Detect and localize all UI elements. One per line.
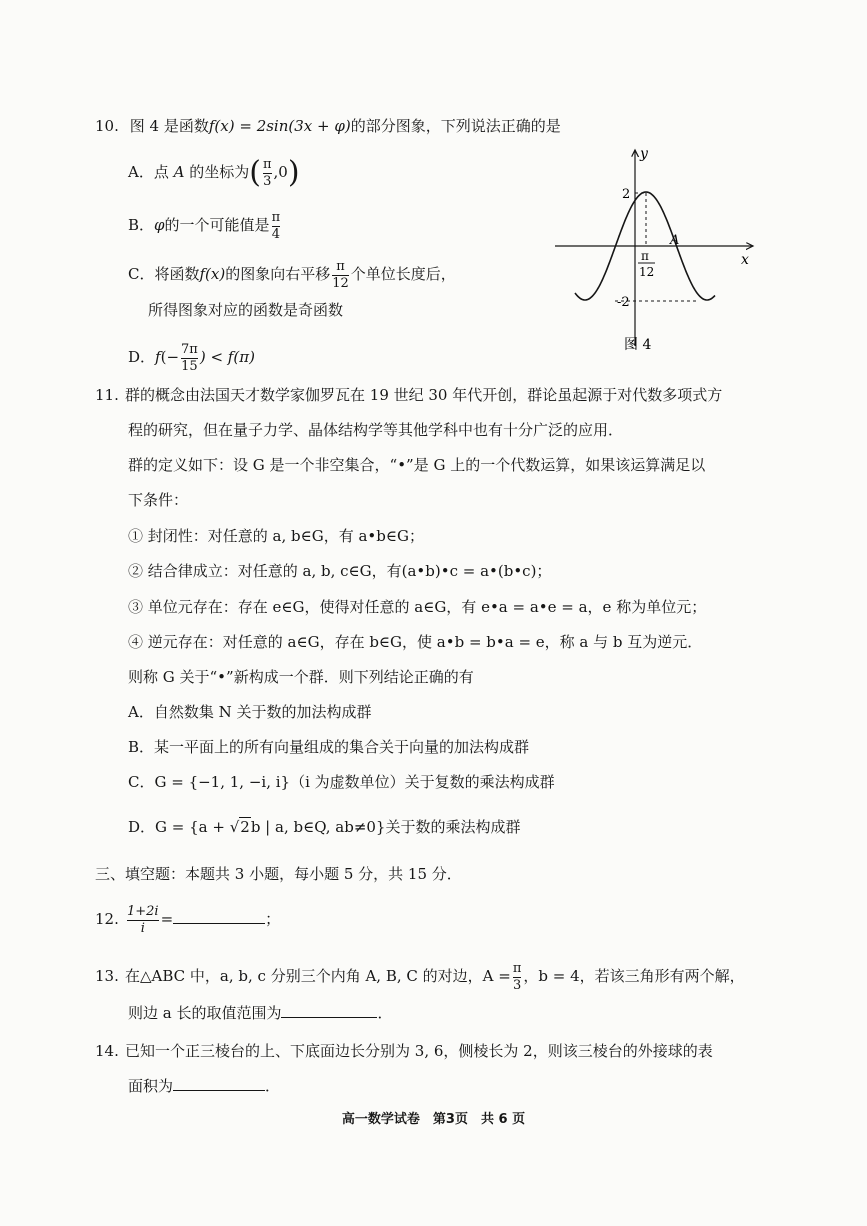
q14-answer-blank[interactable] — [173, 1076, 265, 1091]
q10-option-c-fraction — [332, 260, 349, 290]
fraction-numerator: π — [336, 259, 345, 274]
q11-option-d-text: D．G = {a + — [128, 818, 225, 836]
max-value-label: 2 — [622, 187, 631, 202]
q12-answer-blank[interactable] — [173, 909, 265, 924]
q13-number: 13. — [95, 967, 119, 986]
q11-line2: 程的研究，但在量子力学、晶体结构学等其他学科中也有十分广泛的应用． — [128, 421, 624, 439]
right-paren: ) — [287, 155, 300, 191]
tick-numerator: π — [641, 249, 649, 263]
q10-stem-b: 的部分图象，下列说法正确的是 — [350, 117, 561, 135]
q10-function: f(x) = 2sin(3x + φ) — [208, 117, 351, 135]
q10-option-b-label: B． — [128, 216, 155, 235]
q14-text-2: 面积为 — [128, 1077, 174, 1095]
q11-conclusion: 则称 G 关于“•”新构成一个群．则下列结论正确的有 — [128, 668, 474, 686]
q13-line1 — [95, 962, 745, 992]
q11-condition-1: ① 封闭性：对任意的 a, b∈G，有 a•b∈G； — [128, 527, 424, 545]
y-axis-label: y — [640, 146, 648, 162]
q13-line2 — [128, 1003, 393, 1023]
figure-caption: 图 4 — [624, 337, 652, 351]
q13-text-1: 在△ABC 中，a, b, c 分别三个内角 A, B, C 的对边，A = — [125, 967, 511, 986]
q10-option-a-text2: 的坐标为 — [189, 163, 250, 182]
q10-option-c — [128, 260, 456, 290]
q12-number: 12. — [95, 910, 119, 929]
q14-line1 — [95, 1041, 713, 1061]
q10-option-b-text: 的一个可能值是 — [164, 216, 270, 235]
q10-option-c-text3: 个单位长度后， — [350, 265, 456, 284]
q11-option-d: D．G = {a + √2b | a, b∈Q, ab≠0}关于数的乘法构成群 — [128, 818, 521, 836]
q10-stem-a: 图 4 是函数 — [129, 117, 209, 135]
fraction-numerator: π — [271, 210, 281, 225]
q10-option-d-label: D． — [128, 348, 156, 367]
fraction-denominator: 4 — [271, 226, 280, 242]
q10-option-a-tail: ,0 — [273, 163, 288, 182]
q12-fraction — [127, 905, 159, 935]
q10-option-b — [128, 211, 282, 241]
q10-option-b-fraction — [272, 211, 281, 241]
q10-option-a-text: A．点 — [128, 163, 169, 182]
fraction-denominator: i — [140, 920, 145, 936]
q11-line3: 群的定义如下：设 G 是一个非空集合，“•”是 G 上的一个代数运算，如果该运算满足以 — [128, 456, 706, 474]
q10-option-c-fx: f(x) — [199, 265, 226, 284]
q11-condition-2: ② 结合律成立：对任意的 a, b, c∈G，有(a•b)•c = a•(b•c)； — [128, 562, 552, 580]
q10-option-c-text: C．将函数 — [128, 265, 200, 284]
q10-option-d-f: f — [155, 348, 161, 367]
q11-line1 — [95, 385, 722, 405]
q14-text-1: 已知一个正三棱台的上、下底面边长分别为 3, 6，侧棱长为 2，则该三棱台的外接球的表 — [125, 1042, 713, 1060]
fraction-numerator: 1+2i — [127, 904, 159, 919]
q11-option-c: C．G = {−1, 1, −i, i}（i 为虚数单位）关于复数的乘法构成群 — [128, 773, 555, 791]
q11-option-b: B．某一平面上的所有向量组成的集合关于向量的加法构成群 — [128, 738, 530, 756]
point-a-label: A — [670, 233, 680, 248]
q13-answer-blank[interactable] — [281, 1003, 377, 1018]
fraction-denominator: 15 — [181, 358, 198, 374]
q10-option-a-fraction — [263, 158, 272, 188]
q10-stem — [95, 116, 561, 136]
q11-line4: 下条件： — [128, 491, 189, 509]
section-3-heading: 三、填空题：本题共 3 小题，每小题 5 分，共 15 分． — [95, 865, 462, 883]
q10-option-c-text2: 的图象向右平移 — [225, 265, 331, 284]
x-axis-label: x — [741, 252, 749, 268]
q10-option-d — [128, 343, 255, 373]
q11-condition-3: ③ 单位元存在：存在 e∈G，使得对任意的 a∈G，有 e•a = a•e = a，e 称为单位元； — [128, 598, 707, 616]
figure-4-graph — [555, 146, 780, 351]
q13-end: ． — [377, 1004, 393, 1022]
q13-text-3: 则边 a 长的取值范围为 — [128, 1004, 282, 1022]
fraction-numerator: π — [262, 157, 272, 172]
q14-number: 14. — [95, 1042, 119, 1060]
q10-option-a — [128, 155, 300, 191]
q12-equals: = — [160, 910, 174, 929]
q10-option-d-fraction — [181, 343, 198, 373]
fraction-numerator: π — [512, 961, 522, 976]
sqrt-radicand: 2 — [240, 818, 250, 836]
min-value-label: -2 — [617, 295, 630, 310]
q11-option-d-text2: b | a, b∈Q, ab≠0}关于数的乘法构成群 — [250, 818, 521, 836]
fraction-denominator: 3 — [263, 173, 272, 189]
q14-line2 — [128, 1076, 280, 1096]
q12 — [95, 905, 280, 935]
q11-option-a: A．自然数集 N 关于数的加法构成群 — [128, 703, 372, 721]
q10-number: 10. — [95, 117, 119, 135]
q12-end: ； — [265, 910, 281, 929]
fraction-numerator: 7π — [181, 342, 198, 357]
q10-option-a-point: A — [173, 163, 185, 182]
q10-option-d-paren: (− — [160, 348, 180, 367]
fraction-denominator: 3 — [512, 977, 522, 993]
fraction-denominator: 12 — [332, 275, 349, 291]
page-footer: 高一数学试卷 第3页 共 6 页 — [341, 1112, 526, 1127]
q14-end: ． — [265, 1077, 281, 1095]
left-paren: ( — [249, 155, 261, 191]
q13-text-2: ，b = 4，若该三角形有两个解， — [523, 967, 745, 986]
q11-text-1: 群的概念由法国天才数学家伽罗瓦在 19 世纪 30 年代开创，群论虽起源于对代数多项式方 — [125, 386, 723, 404]
tick-denominator: 12 — [639, 265, 655, 279]
q10-option-b-phi: φ — [154, 216, 165, 235]
q13-fraction — [513, 962, 522, 992]
q11-condition-4: ④ 逆元存在：对任意的 a∈G，存在 b∈G，使 a•b = b•a = e，称 a 与 b 互为逆元． — [128, 633, 703, 651]
q11-number: 11. — [95, 386, 119, 404]
q10-option-d-rest: ) < f(π) — [199, 348, 255, 367]
q10-option-c-line2: 所得图象对应的函数是奇函数 — [148, 301, 344, 319]
